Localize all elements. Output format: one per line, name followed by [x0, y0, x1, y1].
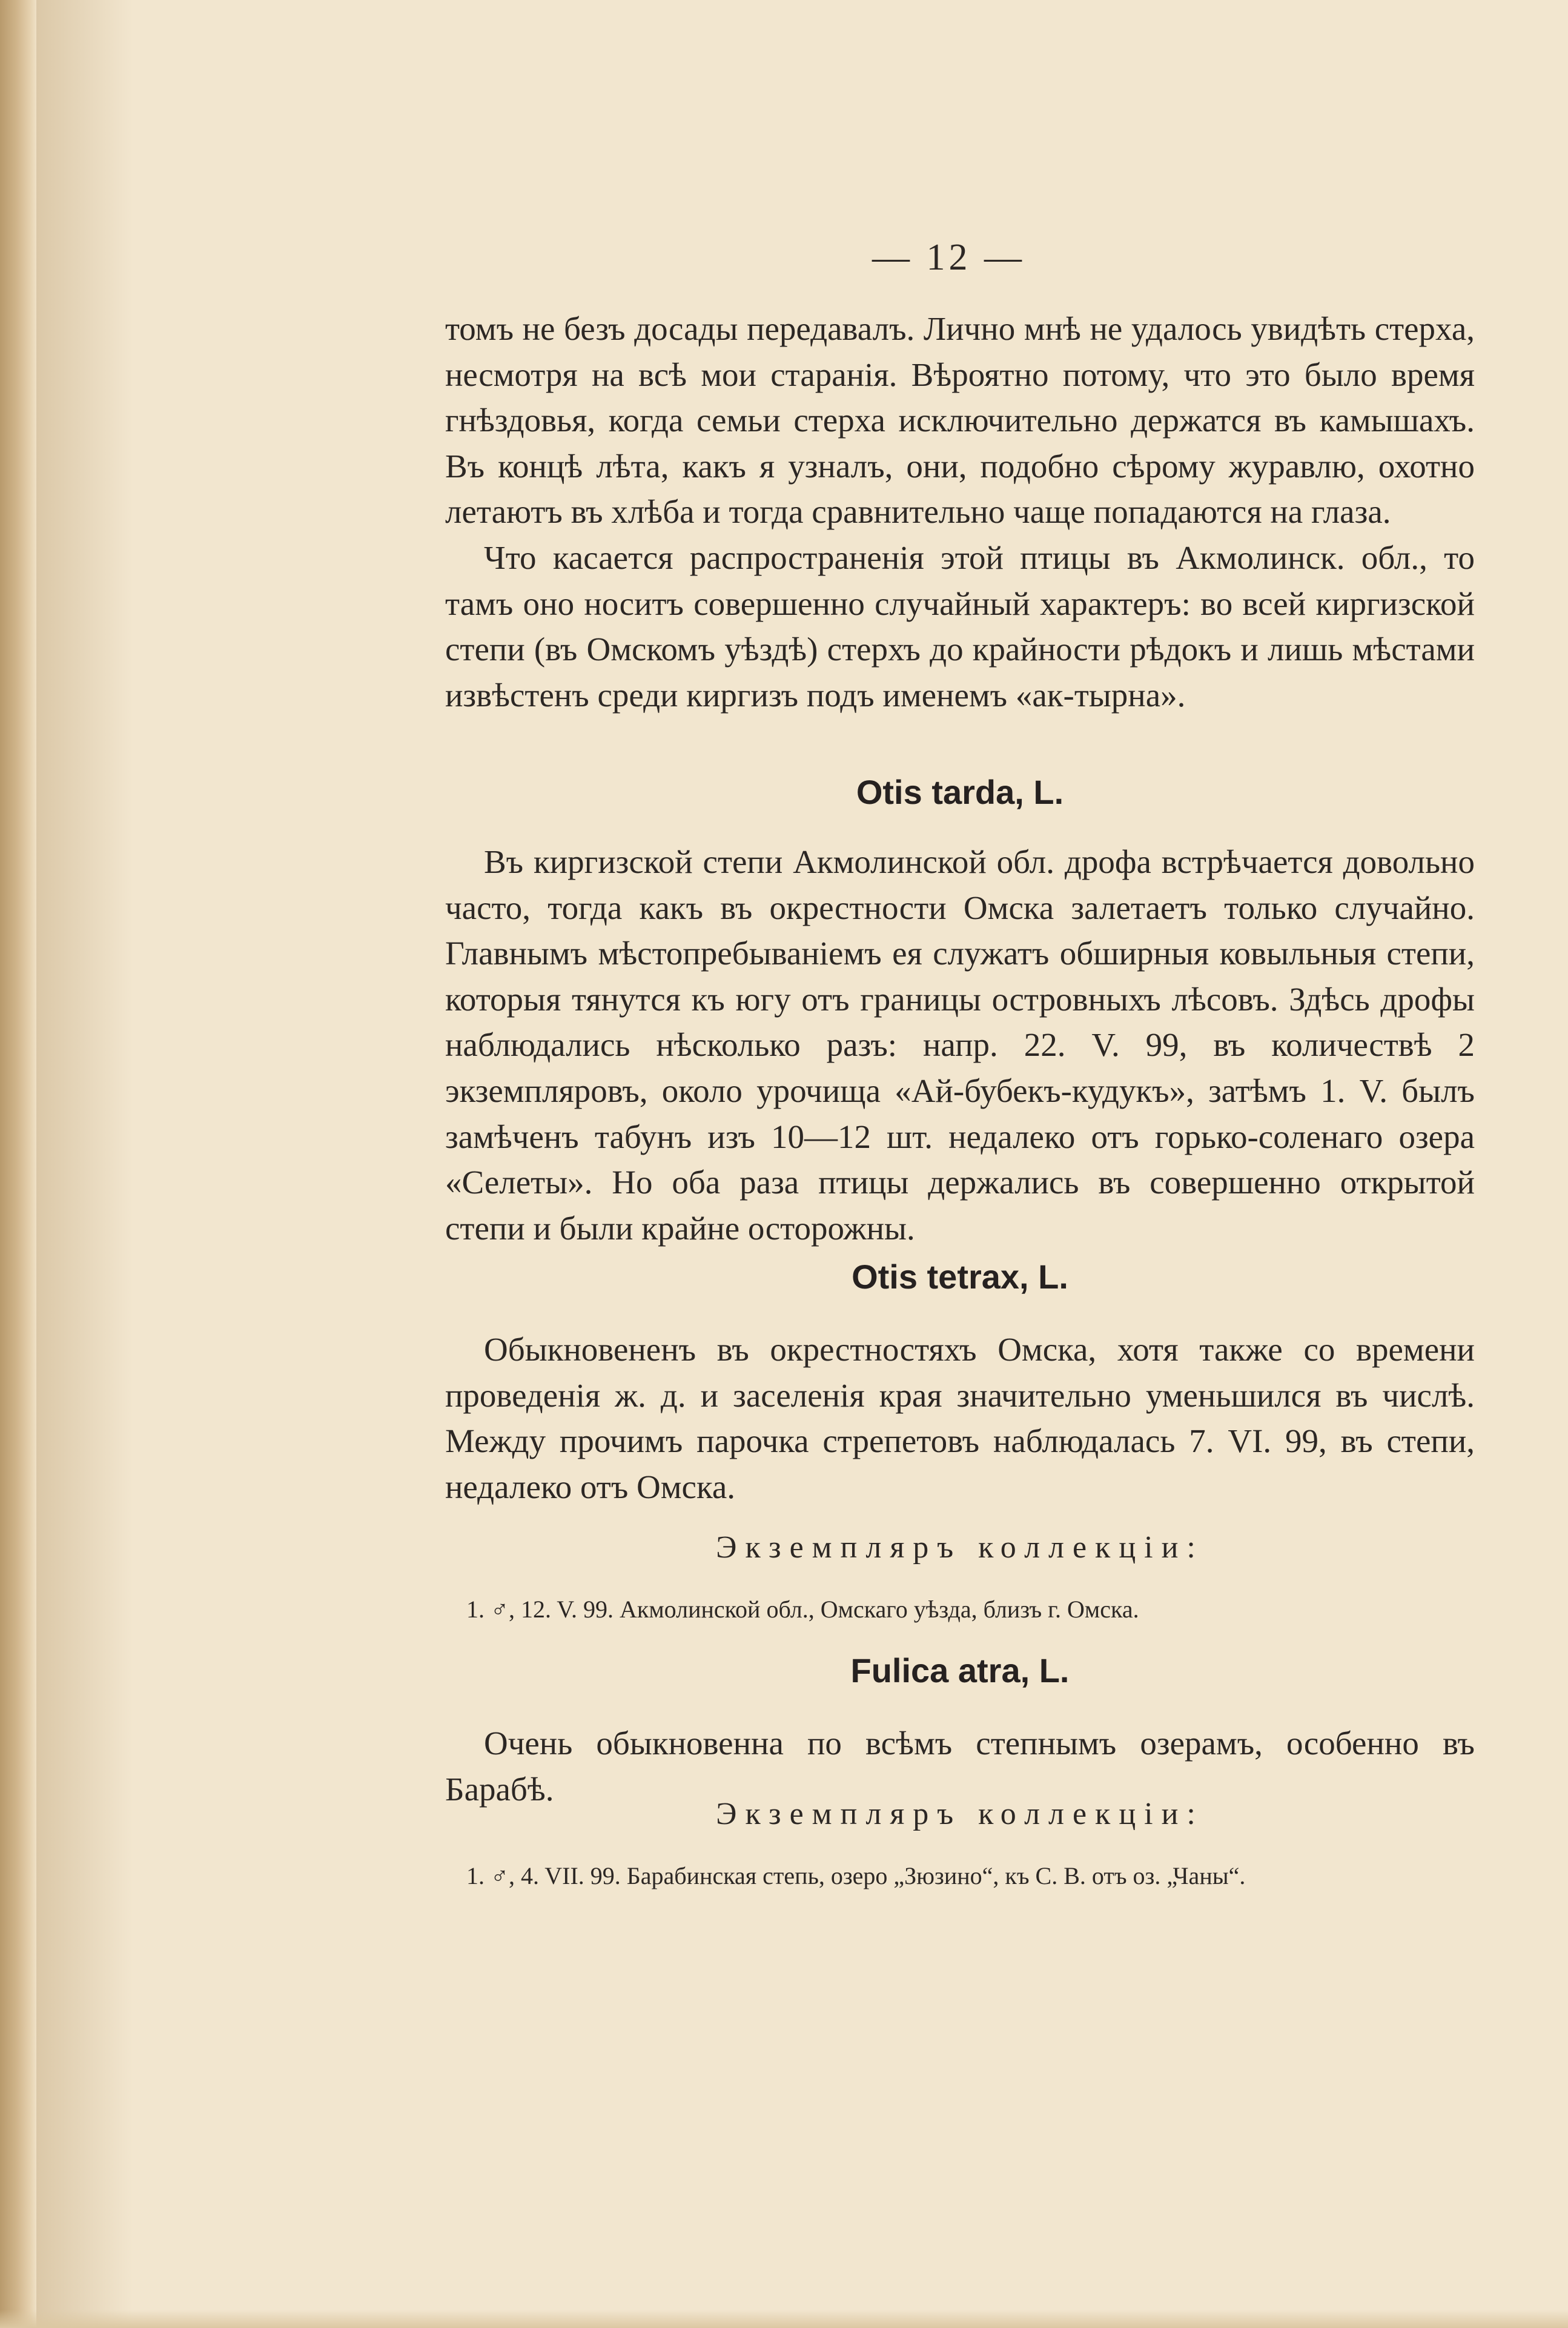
species-heading-otis-tetrax: Otis tetrax, L. — [852, 1258, 1068, 1296]
intro-text — [445, 306, 1475, 718]
otis-tetrax-paragraph: Обыкновененъ въ окрестностяхъ Омска, хотя также со времени проведенія ж. д. и заселенія края значительно уменьшился въ числѣ. Между прочимъ парочка стрепетовъ наблюдалась 7. VI. 99, въ степи, недалеко отъ Омска. — [445, 1331, 1475, 1505]
species-heading-fulica-atra: Fulica atra, L. — [850, 1651, 1070, 1690]
otis-tarda-paragraph: Въ киргизской степи Акмолинской обл. дрофа встрѣчается довольно часто, тогда какъ въ окрестности Омска залетаетъ только случайно. Главнымъ мѣстопребываніемъ ея служатъ обширныя ковыльныя степи, которыя тянутся къ югу отъ границы островныхъ лѣсовъ. Здѣсь дрофы наблюдались нѣсколько разъ: напр. 22. V. 99, въ количествѣ 2 экземпляровъ, около урочища «Ай-бубекъ-кудукъ», затѣмъ 1. V. былъ замѣченъ табунъ изъ 10—12 шт. недалеко отъ горько-соленаго озера «Селеты». Но оба раза птицы держались въ совершенно открытой степи и были крайне осторожны. — [445, 843, 1475, 1247]
intro-paragraph-distribution: Что касается распространенія этой птицы въ Акмолинск. обл., то тамъ оно носитъ совершенно случайный характеръ: во всей киргизской степи (въ Омскомъ уѣздѣ) стерхъ до крайности рѣдокъ и лишь мѣстами извѣстенъ среди киргизъ подъ именемъ «ак-тырна». — [445, 539, 1475, 714]
intro-paragraph-continued: томъ не безъ досады передавалъ. Лично мнѣ не удалось увидѣть стерха, несмотря на всѣ мои старанія. Вѣроятно потому, что это было время гнѣздовья, когда семьи стерха исключительно держатся въ камышахъ. Въ концѣ лѣта, какъ я узналъ, они, подобно сѣрому журавлю, охотно летаютъ въ хлѣба и тогда сравнительно чаще попадаются на глаза. — [445, 310, 1475, 531]
fulica-atra-specimens-heading: Экземпляръ коллекціи: — [716, 1797, 1204, 1831]
species-heading-otis-tarda: Otis tarda, L. — [856, 773, 1064, 811]
page-number: — 12 — — [872, 237, 1025, 278]
otis-tetrax-text — [445, 1327, 1475, 1510]
scan-bottom-edge — [0, 2310, 1568, 2328]
otis-tetrax-specimen-entry: 1. ♂, 12. V. 99. Акмолинской обл., Омскаго уѣзда, близъ г. Омска. — [466, 1596, 1139, 1623]
otis-tetrax-specimens-heading: Экземпляръ коллекціи: — [716, 1530, 1204, 1565]
fulica-atra-specimen-entry: 1. ♂, 4. VII. 99. Барабинская степь, озеро „Зюзино“, къ С. В. отъ оз. „Чаны“. — [466, 1862, 1246, 1889]
scan-gutter-shadow — [36, 0, 133, 2328]
otis-tarda-text — [445, 839, 1475, 1251]
scan-binding-edge — [0, 0, 36, 2328]
fulica-atra-paragraph: Очень обыкновенна по всѣмъ степнымъ озерамъ, особенно въ Барабѣ. — [445, 1725, 1475, 1808]
